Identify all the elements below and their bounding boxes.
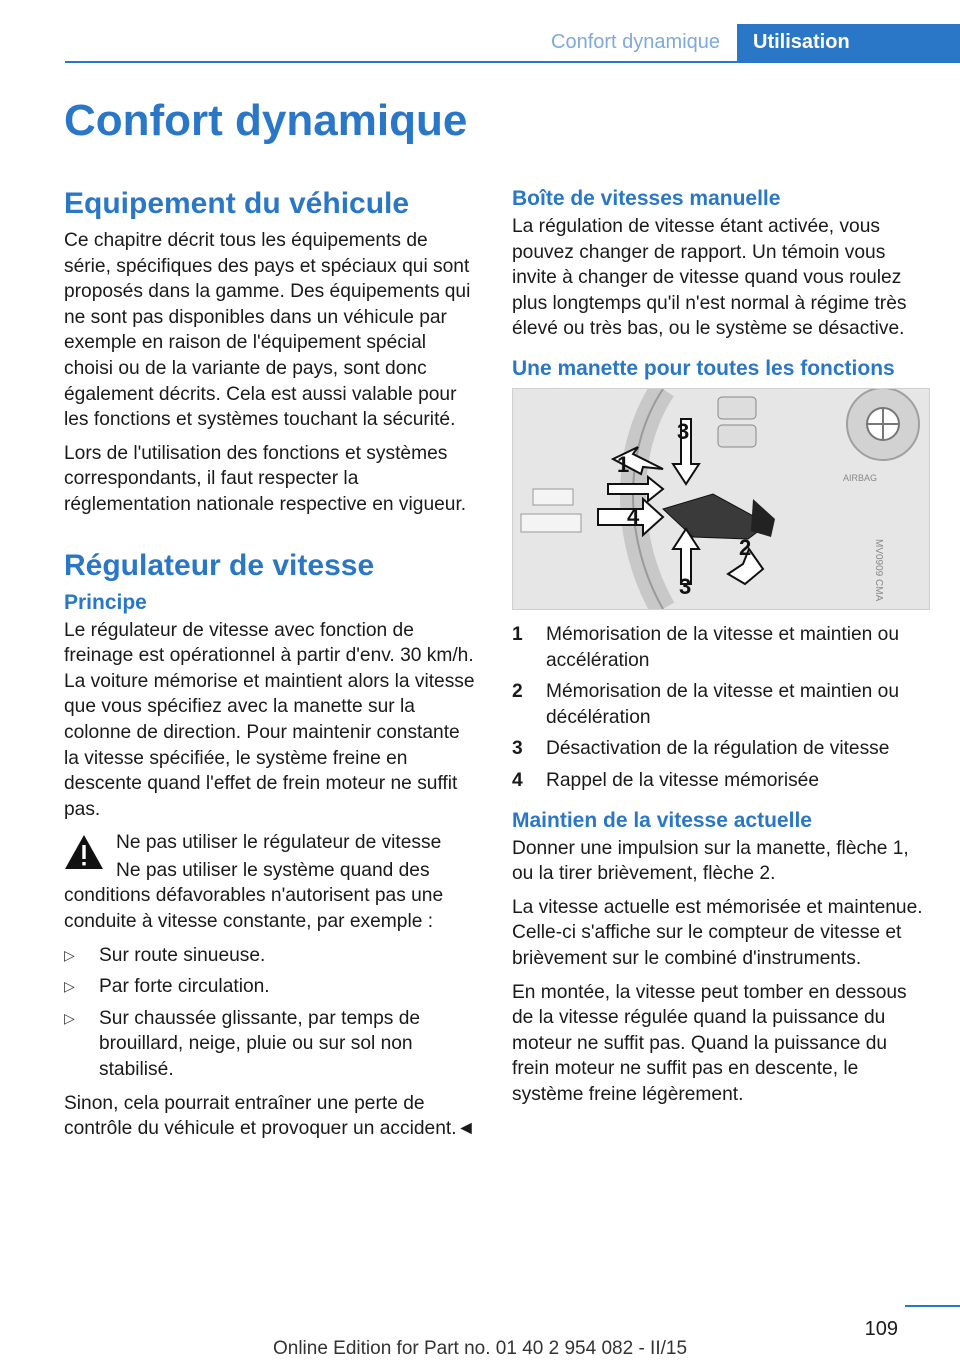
paragraph-reglementation: Lors de l'utilisation des fonctions et systèmes correspondants, il faut respecter la réglementation nationale respective en vigueur. <box>64 442 467 515</box>
callout-3-bottom: 3 <box>679 573 692 599</box>
left-column <box>64 186 478 1150</box>
callout-3-top: 3 <box>677 418 690 444</box>
heading-boite-manuelle: Boîte de vitesses manuelle <box>512 187 781 210</box>
header-section-title: Confort dynamique <box>551 31 720 53</box>
triangle-bullet-icon: ▷ <box>64 946 75 963</box>
header-tab-utilisation[interactable]: Utilisation <box>737 24 960 61</box>
warning-title: Ne pas utiliser le régulateur de vitesse <box>116 832 442 854</box>
warning-block <box>64 830 478 856</box>
triangle-bullet-icon: ▷ <box>64 978 75 995</box>
callout-4: 4 <box>627 503 640 529</box>
image-code: MV0909 CMA <box>872 538 884 602</box>
header-rule <box>65 61 960 63</box>
heading-maintien: Maintien de la vitesse actuelle <box>512 808 812 832</box>
list-item: 4 Rappel de la vitesse mémorisée <box>512 769 820 791</box>
conditions-list <box>64 943 478 1083</box>
list-item: ▷ Sur route sinueuse. <box>64 943 478 969</box>
paragraph-principe: Le régulateur de vitesse avec fonction de freinage est opérationnel à partir d'env. 30 km/h. La voiture mémorise et maintient alors la vitesse que vous spécifiez avec la manette sur la colonne de direction. Pour maintenir constante la vitesse spécifiée, le système freine en descente quand l'effet de frein moteur ne suffit pas. <box>64 619 475 820</box>
warning-body: Ne pas utiliser le système quand des conditions défavorables n'autorisent pas une conduite à vitesse constante, par exemple : <box>64 859 444 933</box>
list-item: ▷ Par forte circulation. <box>64 974 478 1000</box>
footer-edition: Online Edition for Part no. 01 40 2 954 082 - II/15 <box>272 1338 688 1359</box>
list-item: ▷ Sur chaussée glissante, par temps de brouillard, neige, pluie ou sur sol non stabilisé. <box>64 1007 421 1081</box>
callout-2: 2 <box>739 534 752 560</box>
list-item: 1 Mémorisation de la vitesse et maintien ou accélération <box>512 623 900 671</box>
triangle-bullet-icon: ▷ <box>64 1009 75 1026</box>
right-column <box>512 186 926 1115</box>
paragraph-maintien-3: En montée, la vitesse peut tomber en dessous de la vitesse régulée quand la puissance du moteur ne suffit pas. Quand la puissance du frein moteur ne suffit pas en descente, le système freine légèrement. <box>512 981 907 1105</box>
paragraph-maintien-2: La vitesse actuelle est mémorisée et maintenue. Celle-ci s'affiche sur le compteur de vitesse et brièvement sur le combiné d'instruments. <box>512 896 923 969</box>
page-number: 109 <box>864 1318 898 1340</box>
heading-principe: Principe <box>64 590 147 614</box>
warning-icon <box>64 834 104 870</box>
heading-regulateur: Régulateur de vitesse <box>64 548 375 582</box>
paragraph-equipement: Ce chapitre décrit tous les équipements de série, spécifiques des pays et spéciaux qui sont proposés dans la gamme. Des équipements qui ne sont pas disponibles dans un véhicule par exemple en raison de l'équipement spécial choisi ou de la variante de pays, sont donc également décrits. Cela est aussi valable pour les fonctions et systèmes touchant la sécurité. <box>64 230 471 431</box>
page-title: Confort dynamique <box>64 96 468 145</box>
heading-equipement: Equipement du véhicule <box>64 187 410 220</box>
callout-1: 1 <box>617 451 630 477</box>
paragraph-boite-manuelle: La régulation de vitesse étant activée, vous pouvez changer de rapport. Un témoin vous invite à changer de vitesse quand vous roulez plus longtemps qu'il n'est normal à régime très élevé ou très bas, ou le système se désactive. <box>512 216 907 340</box>
list-item: 3 Désactivation de la régulation de vitesse <box>512 738 890 760</box>
airbag-label: AIRBAG <box>843 472 878 483</box>
legend-list <box>512 622 926 794</box>
list-item: 2 Mémorisation de la vitesse et maintien ou décélération <box>512 681 900 728</box>
paragraph-maintien-1: Donner une impulsion sur la manette, flèche 1, ou la tirer brièvement, flèche 2. <box>512 837 909 885</box>
heading-manette: Une manette pour toutes les fonctions <box>512 356 895 380</box>
page-number-rule <box>905 1305 960 1307</box>
paragraph-consequence: Sinon, cela pourrait entraîner une perte de contrôle du véhicule et provoquer un accident.◄ <box>64 1092 476 1140</box>
steering-lever-illustration <box>512 388 930 610</box>
